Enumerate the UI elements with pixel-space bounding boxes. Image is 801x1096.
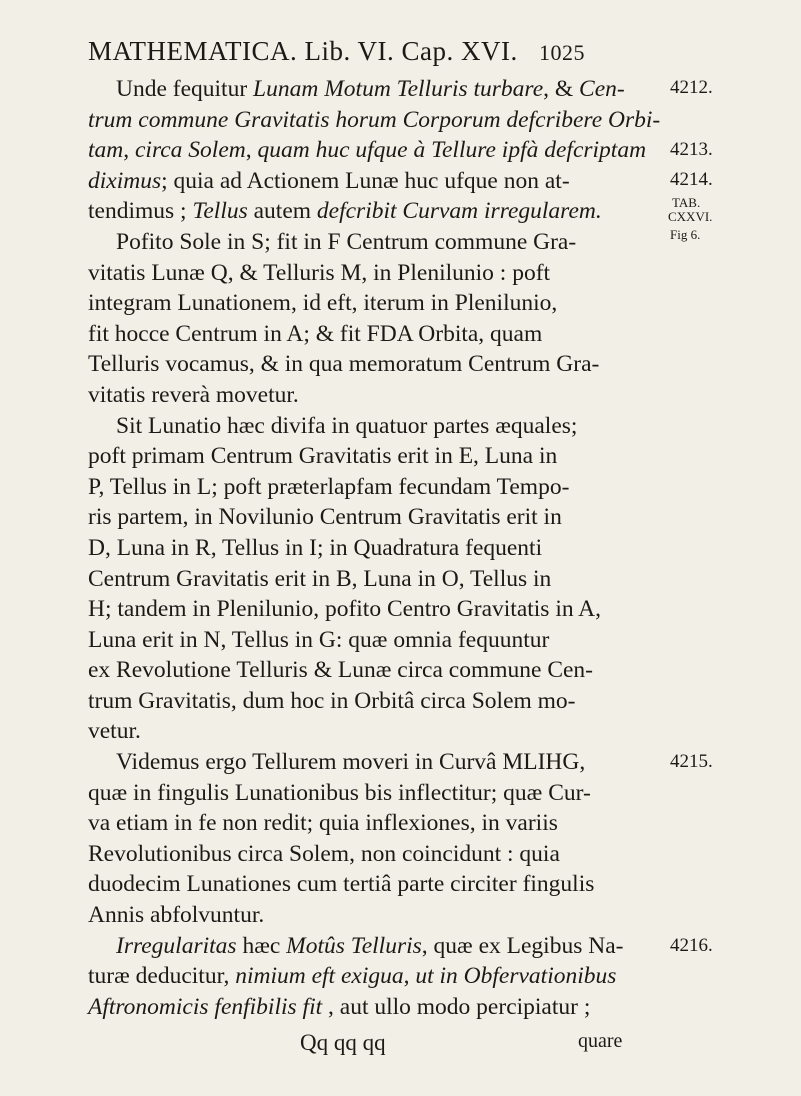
italic-text: Lunam Motum Telluris turbare [253, 76, 544, 102]
roman-text: Centrum Gravitatis erit in B, Luna in O, Tellus in [88, 565, 552, 592]
italic-text: circa Solem [135, 137, 246, 164]
text-line [88, 808, 644, 839]
text-line [88, 564, 644, 595]
roman-text: D, Luna in R, Tellus in I; in Quadratura fequenti [88, 534, 543, 561]
italic-text: trum commune Gravitatis horum Corporum defcribere Orbi- [88, 106, 661, 133]
italic-text: Tellus [192, 198, 248, 225]
roman-text: trum Gravitatis, dum hoc in Orbitâ circa Solem mo- [88, 687, 576, 714]
italic-text: nimium eft exigua [235, 963, 404, 990]
text-line [88, 839, 644, 870]
italic-text: Irregularitas [116, 932, 237, 959]
roman-text: poft primam Centrum Gravitatis erit in E, Luna in [88, 443, 558, 470]
roman-text: duodecim Lunationes cum tertiâ parte circiter fingulis [88, 871, 595, 898]
text-line [88, 533, 644, 564]
text-line [88, 411, 644, 442]
page-number: 1025 [538, 40, 585, 65]
italic-text: quam huc ufque à Tellure ipfà defcriptam [257, 137, 647, 164]
italic-text: Aftronomicis fenfibilis fit [88, 993, 323, 1020]
margin-note-4212: 4212. [670, 77, 713, 98]
margin-note-4216: 4216. [670, 935, 713, 956]
header-title: MATHEMATICA. Lib. VI. Cap. XVI. [88, 36, 518, 66]
italic-text: Motûs Telluris [286, 932, 422, 959]
text-line [88, 288, 644, 319]
margin-tab-number: CXXVI. [668, 209, 713, 224]
roman-text: vitatis Lunæ Q, & Telluris M, in Plenilunio : poft [88, 259, 551, 286]
roman-text: , aut ullo modo percipiatur ; [322, 993, 591, 1020]
roman-text: ex Revolutione Telluris & Lunæ circa commune Cen- [88, 657, 594, 684]
text-line [88, 869, 644, 900]
text-line [88, 166, 644, 197]
text-line [88, 778, 644, 809]
text-line [88, 105, 661, 136]
roman-text: Luna erit in N, Tellus in G: quæ omnia fequuntur [88, 626, 550, 653]
roman-text: vetur. [88, 718, 141, 745]
text-line [88, 258, 644, 289]
text-line [88, 349, 644, 380]
margin-note-4215: 4215. [670, 751, 713, 772]
text-line [88, 472, 644, 503]
catchword: quare [578, 1030, 623, 1052]
text-line [88, 900, 644, 931]
text-line [88, 992, 644, 1023]
text-line [88, 441, 644, 472]
roman-text: autem [247, 198, 317, 225]
roman-text: Videmus ergo Tellurem moveri in Curvâ MLIHG, [116, 749, 586, 776]
roman-text: fit hocce Centrum in A; & fit FDA Orbita, quam [88, 320, 543, 347]
roman-text: , [123, 137, 135, 164]
roman-text: , [403, 963, 416, 990]
text-line [88, 74, 644, 105]
margin-note-4213: 4213. [670, 139, 713, 160]
text-line [88, 502, 644, 533]
roman-text: ; quia ad Actionem Lunæ huc ufque non at- [161, 167, 570, 194]
roman-text: , & [543, 76, 580, 102]
italic-text: ut in Obfervationibus [415, 963, 617, 990]
text-line [88, 931, 644, 962]
roman-text: integram Lunationem, id eft, iterum in Plenilunio, [88, 290, 558, 317]
roman-text: Unde fequitur [116, 76, 254, 102]
roman-text: Telluris vocamus, & in qua memoratum Centrum Gra- [88, 351, 600, 378]
text-line [88, 196, 644, 227]
body-text [88, 74, 661, 1022]
text-line [88, 135, 647, 166]
roman-text: Sit Lunatio hæc divifa in quatuor partes æquales; [116, 412, 578, 439]
italic-text: defcribit Curvam irregularem. [316, 198, 602, 225]
roman-text: Revolutionibus circa Solem, non coincidunt : quia [88, 840, 560, 867]
roman-text: ris partem, in Novilunio Centrum Gravitatis erit in [88, 504, 562, 531]
roman-text: Pofito Sole in S; fit in F Centrum commune Gra- [116, 228, 577, 255]
italic-text: diximus [88, 167, 162, 194]
margin-note-4214: 4214. [670, 169, 713, 190]
running-header [88, 36, 585, 67]
text-line [88, 319, 644, 350]
text-line [88, 625, 644, 656]
text-line [88, 655, 644, 686]
roman-text: hæc [236, 932, 287, 959]
text-line [88, 716, 644, 747]
italic-text: tam [88, 137, 124, 164]
text-line [88, 747, 644, 778]
margin-tab-label: TAB. [672, 195, 701, 210]
roman-text: va etiam in fe non redit; quia inflexiones, in variis [88, 810, 558, 837]
text-line [88, 227, 644, 258]
roman-text: quæ in fingulis Lunationibus bis inflectitur; quæ Cur- [88, 779, 591, 806]
roman-text: vitatis reverà movetur. [88, 381, 299, 408]
text-line [88, 380, 644, 411]
roman-text: H; tandem in Plenilunio, pofito Centro Gravitatis in A, [88, 596, 602, 623]
roman-text: Annis abfolvuntur. [88, 902, 265, 929]
roman-text: turæ deducitur, [88, 963, 236, 990]
text-line [88, 961, 644, 992]
roman-text: , quæ ex Legibus Na- [421, 932, 624, 959]
roman-text: P, Tellus in L; poft præterlapfam fecundam Tempo- [88, 473, 570, 500]
signature-mark: Qq qq qq [300, 1030, 386, 1055]
text-line [88, 686, 644, 717]
italic-text: Cen- [579, 76, 625, 102]
text-line [88, 594, 644, 625]
roman-text: , [245, 137, 258, 164]
roman-text: tendimus ; [88, 198, 193, 225]
margin-fig: Fig 6. [670, 227, 701, 242]
